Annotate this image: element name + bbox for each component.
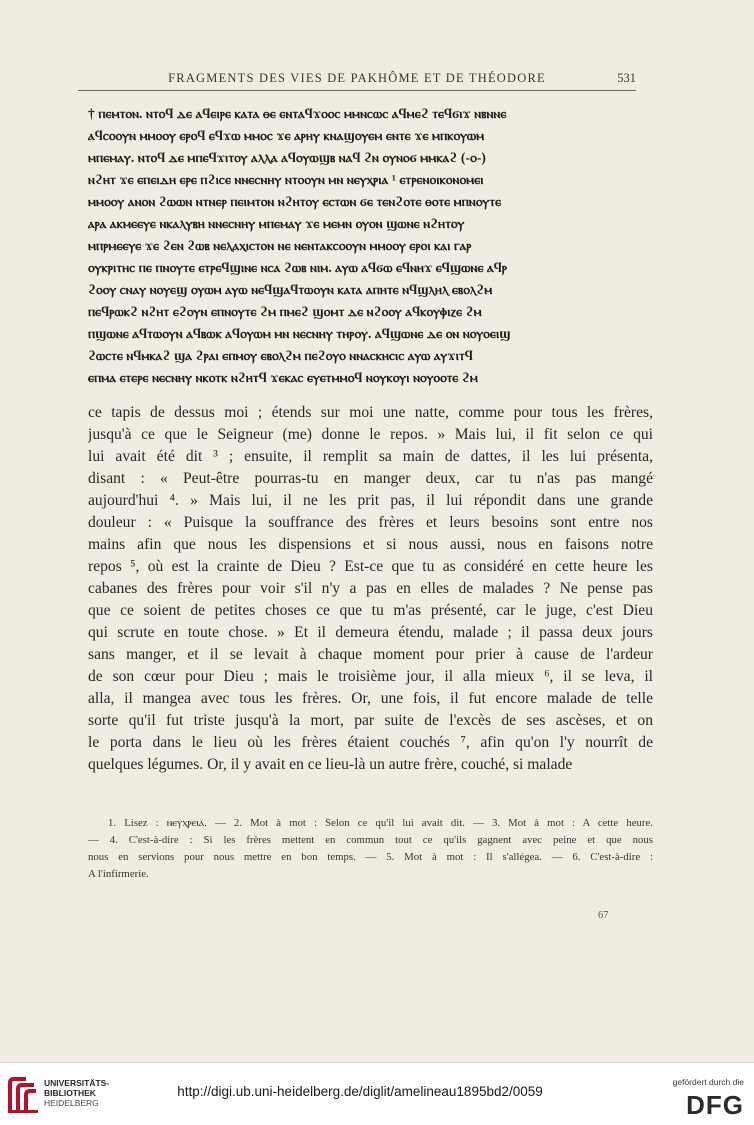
translation-line: lui avait été dit ³ ; ensuite, il remplit sa main de dattes, il les lui présenta,: [88, 448, 653, 465]
translation-line: de son cœur pour Dieu ; mais le troisième jour, il alla mieux ⁶, il se leva, il: [88, 668, 653, 685]
coptic-line: ⲡϣⲱⲛⲉ ⲁϥⲧⲱⲟⲩⲛ ⲁϥⲃⲱⲕ ⲁϥⲟⲩⲱⲙ ⲙⲛ ⲛⲉⲥⲛⲏⲩ ⲧⲏⲣⲟⲩ. ⲁϥϣⲱⲛⲉ ⲇⲉ ⲟⲛ ⲛⲟⲩⲟⲉⲓϣ: [88, 326, 511, 341]
coptic-line: ⲙⲙⲟⲟⲩ ⲁⲛⲟⲛ ϩⲱⲱⲛ ⲛⲧⲛⲉⲣ ⲡⲉⲓⲙⲧⲟⲛ ⲛϩⲏⲧⲟⲩ ⲉⲥⲧⲱⲛ ϭⲉ ⲧⲉⲛϩⲟⲧⲉ ⲑⲟⲧⲉ ⲙⲡⲛⲟⲩⲧⲉ: [88, 194, 502, 209]
footnote-line: A l'infirmerie.: [88, 868, 149, 880]
page-number: 531: [617, 71, 636, 85]
digital-library-footer: [0, 1062, 754, 1125]
translation-line: sans manger, et il se levait à chaque moment pour prier à cause de l'ardeur: [88, 646, 653, 663]
coptic-line: ⲁⲣⲁ ⲁⲕⲙⲉⲉⲩⲉ ⲛⲕⲁⲗⲩⲃⲏ ⲛⲛⲉⲥⲛⲏⲩ ⲙⲡⲉⲙⲁⲩ ϫⲉ ⲙⲉⲙⲛ ⲟⲩⲟⲛ ϣⲱⲛⲉ ⲛϩⲏⲧⲟⲩ: [88, 216, 465, 231]
library-name: [44, 1078, 109, 1108]
footnotes-block: [88, 815, 653, 883]
footnote-line: nous en servions pour nous mettre en bon temps. — 5. Mot à mot : Il s'allégea. — 6. C'est-à-dire :: [88, 851, 653, 863]
translation-line: que ce soient de petites choses ce que tu m'as présenté, car le juge, c'est Dieu: [88, 602, 653, 619]
translation-line: disant : « Peut-être pourras-tu en manger deux, car tu n'as pas mangé: [88, 470, 653, 487]
library-name-line: BIBLIOTHEK: [44, 1088, 96, 1098]
translation-line: quelques légumes. Or, il y avait en ce lieu-là un autre frère, couché, si malade: [88, 756, 573, 773]
coptic-line: ⲡⲉϥⲣⲱⲕϩ ⲛϩⲏⲧ ⲉϩⲟⲩⲛ ⲉⲡⲛⲟⲩⲧⲉ ϩⲙ ⲡⲙⲉϩ ϣⲟⲙⲧ ⲇⲉ ⲛϩⲟⲟⲩ ⲁϥⲕⲟⲩⲫⲓⲍⲉ ϩⲙ: [88, 304, 482, 319]
coptic-line: ⲙⲡⲣⲙⲉⲉⲩⲉ ϫⲉ ϩⲉⲛ ϩⲱⲃ ⲛⲉⲗⲁⲭⲓⲥⲧⲟⲛ ⲛⲉ ⲛⲉⲛⲧⲁⲕⲥⲟⲟⲩⲛ ⲙⲙⲟⲟⲩ ⲉⲣⲟⲓ ⲕⲁⲓ ⲅⲁⲣ: [88, 238, 472, 253]
coptic-line: ⲁϥⲥⲟⲟⲩⲛ ⲙⲙⲟⲟⲩ ⲉⲣⲟϥ ⲉϥϫⲱ ⲙⲙⲟⲥ ϫⲉ ⲁⲣⲏⲩ ⲕⲛⲁϣⲟⲩⲉⲙ ⲉⲛⲧⲉ ϫⲉ ⲙⲡⲕⲟⲩⲱⲙ: [88, 128, 485, 143]
coptic-line: ⲉⲡⲙⲁ ⲉⲧⲉⲣⲉ ⲛⲉⲥⲛⲏⲩ ⲛⲕⲟⲧⲕ ⲛϩⲏⲧϥ ϫⲉⲕⲁⲥ ⲉⲩⲉⲧⲙⲙⲟϥ ⲛⲟⲩⲕⲟⲩⲓ ⲛⲟⲩⲟⲟⲧⲉ ϩⲙ: [88, 370, 478, 385]
translation-line: sorte qu'il fut triste jusqu'à la mort, par suite de l'excès de ses ascèses, et on: [88, 712, 653, 729]
coptic-line: ⲟⲩⲕⲣⲓⲧⲏⲥ ⲡⲉ ⲡⲛⲟⲩⲧⲉ ⲉⲧⲣⲉϥϣⲓⲛⲉ ⲛⲥⲁ ϩⲱⲃ ⲛⲓⲙ. ⲁⲩⲱ ⲁϥϭⲱ ⲉϥⲛⲏϫ ⲉϥϣⲱⲛⲉ ⲁϥⲣ: [88, 260, 508, 275]
translation-line: le porta dans le lieu où les frères étaient couchés ⁷, afin qu'on l'y nourrît de: [88, 734, 653, 751]
coptic-line: ϩⲟⲟⲩ ⲥⲛⲁⲩ ⲛⲟⲩⲉϣ ⲟⲩⲱⲙ ⲁⲩⲱ ⲛⲉϥϣⲁϥⲧⲱⲟⲩⲛ ⲕⲁⲧⲁ ⲁⲡⲏⲧⲉ ⲛϥϣⲗⲏⲗ ⲉⲃⲟⲗϩⲙ: [88, 282, 493, 297]
coptic-line: ϩⲱⲥⲧⲉ ⲛϥⲙⲕⲁϩ ϣⲁ ϩⲣⲁⲓ ⲉⲡⲙⲟⲩ ⲉⲃⲟⲗϩⲙ ⲡⲉϩⲟⲩⲟ ⲛⲛⲁⲥⲕⲏⲥⲓⲥ ⲁⲩⲱ ⲁⲩϫⲓⲧϥ: [88, 348, 473, 363]
permalink[interactable]: [150, 1084, 570, 1099]
signature-mark: 67: [598, 910, 609, 921]
running-head: FRAGMENTS DES VIES DE PAKHÔME ET DE THÉODORE: [168, 71, 546, 85]
translation-line: alla, il mangea avec tous les frères. Or, une fois, il fut encore malade de telle: [88, 690, 653, 707]
library-name-line: HEIDELBERG: [44, 1098, 99, 1108]
translation-line: aujourd'hui ⁴. » Mais lui, il ne les prit pas, il lui répondit dans une grande: [88, 492, 653, 509]
translation-line: cabanes des frères pour voir s'il n'y a pas en elles de malades ? Ne pense pas: [88, 580, 653, 597]
translation-line: ce tapis de dessus moi ; étends sur moi une natte, comme pour tous les frères,: [88, 404, 653, 421]
coptic-line: † ⲡⲉⲙⲧⲟⲛ. ⲛⲧⲟϥ ⲇⲉ ⲁϥⲉⲓⲣⲉ ⲕⲁⲧⲁ ⲑⲉ ⲉⲛⲧⲁϥϫⲟⲟⲥ ⲙⲙⲛⲥⲱⲥ ⲁϥⲙⲉϩ ⲧⲉϥϭⲓϫ ⲛⲃⲛⲛⲉ: [88, 106, 507, 121]
translation-line: mains afin que nous les dispensions et si nous aussi, nous en faisons notre: [88, 536, 653, 553]
header-rule: [78, 90, 636, 91]
footnote-line: 1. Lisez : ⲛⲉⲩⲭⲣⲉⲓⲁ. — 2. Mot à mot : Selon ce qu'il lui avait dit. — 3. Mot à mot : A cette heure.: [108, 817, 653, 829]
translation-line: douleur : « Puisque la souffrance des frères et leurs besoins sont entre nos: [88, 514, 653, 531]
library-logo-icon: [6, 1075, 40, 1115]
translation-line: repos ⁵, où est la crainte de Dieu ? Est-ce que tu as considéré en cette heure les: [88, 558, 653, 575]
french-translation-block: [88, 402, 653, 776]
footnote-line: — 4. C'est-à-dire : Si les frères mettent en commun tout ce qu'ils gagnent avec peine et que nous: [88, 834, 653, 846]
library-name-line: UNIVERSITÄTS-: [44, 1078, 110, 1088]
coptic-line: ⲛϩⲏⲧ ϫⲉ ⲉⲡⲉⲓⲇⲏ ⲉⲣⲉ ⲡϩⲓⲥⲉ ⲛⲛⲉⲥⲛⲏⲩ ⲛⲧⲟⲟⲩⲛ ⲙⲛ ⲛⲉⲩⲭⲣⲓⲁ ¹ ⲉⲧⲣⲉⲛⲟⲓⲕⲟⲛⲟⲙⲉⲓ: [88, 172, 484, 187]
funding-note: gefördert durch die: [672, 1077, 744, 1087]
dfg-logo: DFG: [686, 1090, 744, 1120]
permalink-link[interactable]: http://digi.ub.uni-heidelberg.de/diglit/amelineau1895bd2/0059: [177, 1084, 543, 1099]
translation-line: jusqu'à ce que le Seigneur (me) donne le repos. » Mais lui, il fit selon ce qui: [88, 426, 653, 443]
coptic-text-block: [88, 103, 653, 389]
coptic-line: ⲙⲡⲉⲙⲁⲩ. ⲛⲧⲟϥ ⲇⲉ ⲙⲡⲉϥϫⲓⲧⲟⲩ ⲁⲗⲗⲁ ⲁϥⲟⲩⲱϣⲃ ⲛⲁϥ ϩⲛ ⲟⲩⲛⲟϭ ⲙⲙⲕⲁϩ (-ⲟ-): [88, 150, 487, 165]
translation-line: qui scrute en toute chose. » Et il demeura étendu, malade ; il passa deux jours: [88, 624, 653, 641]
